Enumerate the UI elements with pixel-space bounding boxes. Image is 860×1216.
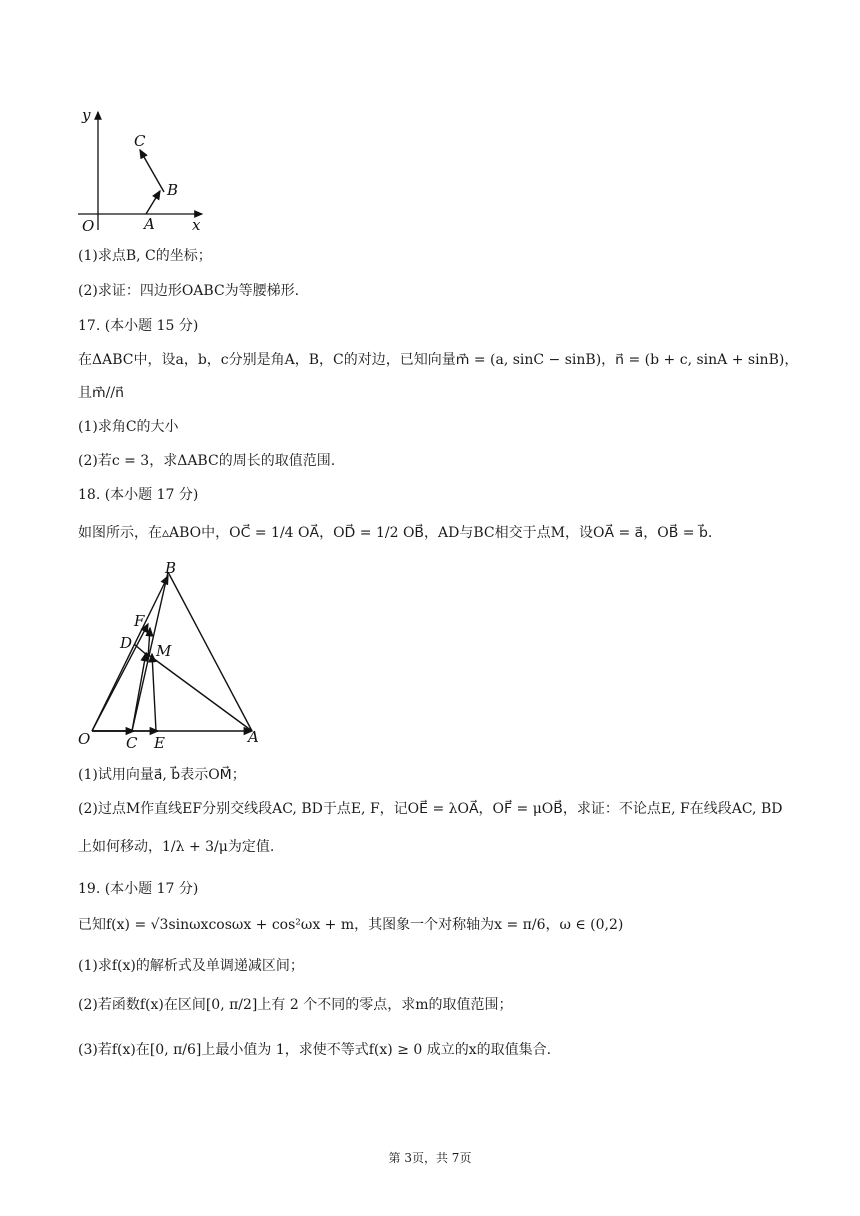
q17-header: 17. (本小题 15 分) xyxy=(78,318,199,334)
coordinate-figure xyxy=(72,104,212,234)
q19-part1: (1)求f(x)的解析式及单调递减区间； xyxy=(78,958,304,974)
segment-ba xyxy=(168,572,252,731)
origin-label: O xyxy=(82,217,95,234)
x-axis-label: x xyxy=(192,216,201,234)
vector-em xyxy=(152,654,156,731)
q18-part2-line1: (2)过点M作直线EF分别交线段AC, BD于点E, F，记OE⃗ = λOA⃗，OF⃗ = μOB⃗，求证：不论点E, F在线段AC, BD xyxy=(78,801,783,817)
point-c-label: C xyxy=(126,734,138,752)
q19-stem: 已知f(x) = √3sinωxcosωx + cos²ωx + m，其图象一个对称轴为x = π/6，ω ∈ (0,2) xyxy=(78,917,624,933)
q17-stem-line2: 且m⃗//n⃗ xyxy=(78,385,124,401)
q19-part3: (3)若f(x)在[0, π/6]上最小值为 1，求使不等式f(x) ≥ 0 成立的x的取值集合. xyxy=(78,1042,552,1058)
q17-part2: (2)若c = 3，求ΔABC的周长的取值范围. xyxy=(78,453,336,469)
q17-part1: (1)求角C的大小 xyxy=(78,419,179,435)
q16-part1: (1)求点B, C的坐标； xyxy=(78,248,212,264)
y-axis-label: y xyxy=(82,106,91,124)
point-f-label: F xyxy=(134,612,145,630)
segment-dm xyxy=(134,644,148,656)
q19-header: 19. (本小题 17 分) xyxy=(78,881,199,897)
triangle-figure xyxy=(72,556,272,756)
point-o-label: O xyxy=(78,730,91,748)
q18-part1: (1)试用向量a⃗, b⃗表示OM⃗； xyxy=(78,767,246,783)
q18-part2-line2: 上如何移动，1/λ + 3/μ为定值. xyxy=(78,839,275,855)
vector-ab xyxy=(146,191,160,214)
point-b-label: B xyxy=(167,181,179,199)
q16-part2: (2)求证：四边形OABC为等腰梯形. xyxy=(78,283,300,299)
q19-part2: (2)若函数f(x)在区间[0, π/2]上有 2 个不同的零点，求m的取值范围； xyxy=(78,997,513,1013)
point-a-label: A xyxy=(144,215,155,233)
point-c-label: C xyxy=(134,132,146,150)
point-b-label: B xyxy=(165,559,177,577)
point-d-label: D xyxy=(120,634,133,652)
q18-stem: 如图所示，在▵ABO中，OC⃗ = 1/4 OA⃗，OD⃗ = 1/2 OB⃗，AD与BC相交于点M，设OA⃗ = a⃗，OB⃗ = b⃗. xyxy=(78,525,713,541)
point-e-label: E xyxy=(154,734,165,752)
segment-ma xyxy=(146,653,252,731)
vector-bc xyxy=(140,150,164,192)
q17-stem-line1: 在ΔABC中，设a，b，c分别是角A，B，C的对边，已知向量m⃗ = (a, sinC − sinB)，n⃗ = (b + c, sinA + sinB)， xyxy=(78,352,799,368)
page-footer: 第 3页，共 7页 xyxy=(388,1151,472,1165)
point-a-label: A xyxy=(248,728,259,746)
point-m-label: M xyxy=(156,642,172,660)
q18-header: 18. (本小题 17 分) xyxy=(78,487,199,503)
